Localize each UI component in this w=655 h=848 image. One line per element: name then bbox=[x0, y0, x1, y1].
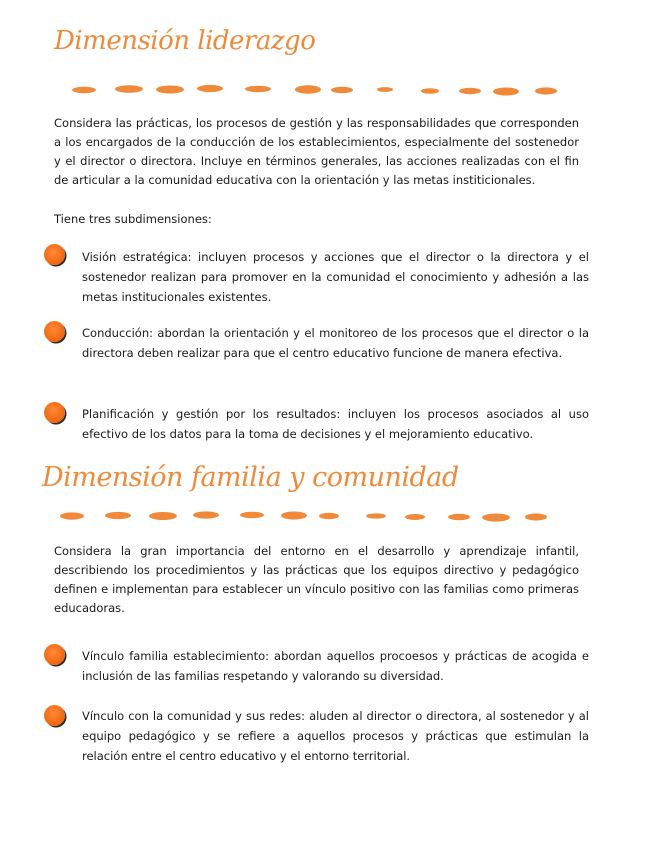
section-intro-familia-comunidad: Considera la gran importancia del entorno en el desarrollo y aprendizaje infantil, describiendo los procedimientos y las prácticas que los equipos directivo y pedagógico definen e implementan para establecer un vínculo positivo con las familias como primeras educadoras. bbox=[54, 544, 579, 615]
bullet-icon bbox=[44, 402, 65, 423]
bullet-icon bbox=[44, 244, 65, 265]
list-item-planificacion: Planificación y gestión por los resultados: incluyen los procesos asociados al uso efectivo de los datos para la toma de decisiones y el mejoramiento educativo. bbox=[82, 407, 589, 441]
list-item-vision-estrategica: Visión estratégica: incluyen procesos y acciones que el director o la directora y el sostenedor realizan para promover en la comunidad el conocimiento y adhesión a las metas institucionales existentes. bbox=[82, 250, 589, 304]
bullet-icon bbox=[44, 705, 65, 726]
section-title-liderazgo: Dimensión liderazgo bbox=[54, 26, 316, 56]
decorative-dash-divider bbox=[0, 80, 655, 100]
bullet-icon bbox=[44, 321, 65, 342]
list-item-vinculo-familia: Vínculo familia establecimiento: abordan aquellos procoesos y prácticas de acogida e inclusión de las familias respetando y valorando su diversidad. bbox=[82, 649, 589, 683]
section-intro-liderazgo: Considera las prácticas, los procesos de gestión y las responsabilidades que corresponden a los encargados de la conducción de los establecimientos, especialmente del sostenedor y el director o directora. Incluye en términos generales, las acciones realizadas con el fin de articular a la comunidad educativa con la orientación y las metas institicionales. bbox=[54, 116, 579, 187]
section-title-familia-comunidad: Dimensión familia y comunidad bbox=[42, 462, 459, 493]
list-item-conduccion: Conducción: abordan la orientación y el monitoreo de los procesos que el director o la directora deben realizar para que el centro educativo funcione de manera efectiva. bbox=[82, 326, 589, 360]
bullet-icon bbox=[44, 644, 65, 665]
decorative-dash-divider bbox=[0, 506, 655, 526]
list-item-vinculo-comunidad: Vínculo con la comunidad y sus redes: aluden al director o directora, al sostenedor y al equipo pedagógico y se refiere a aquellos procesos y prácticas que estimulan la relación entre el centro educativo y el entorno territorial. bbox=[82, 709, 589, 763]
subdimensions-label: Tiene tres subdimensiones: bbox=[54, 212, 212, 226]
